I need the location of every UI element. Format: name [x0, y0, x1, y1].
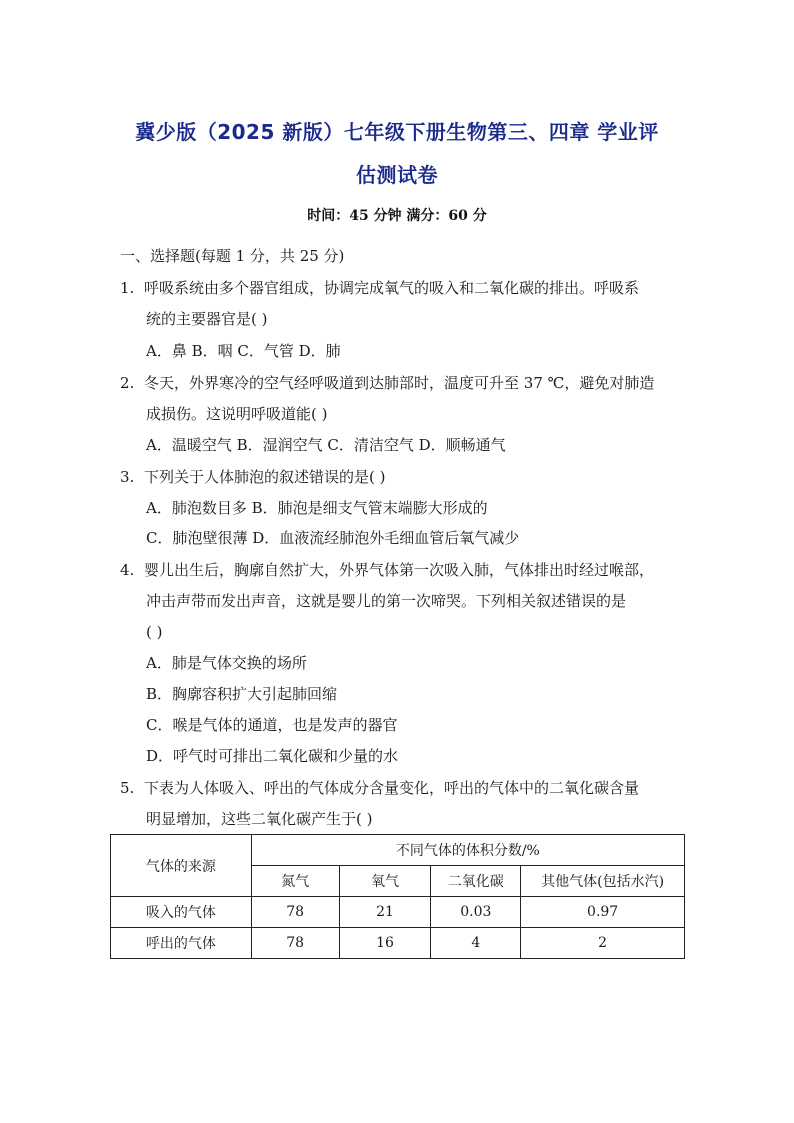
table-cell: 78: [251, 897, 339, 928]
table-cell: 2: [521, 928, 685, 959]
question-text: 婴儿出生后，胸廓自然扩大，外界气体第一次吸入肺，气体排出时经过喉部，: [144, 561, 655, 579]
table-row: [111, 928, 685, 959]
table-header-cell: 氮气: [251, 866, 339, 897]
table-header-cell: 二氧化碳: [431, 866, 521, 897]
table-row: [111, 897, 685, 928]
question-text: 冬天，外界寒冷的空气经呼吸道到达肺部时，温度可升至 37 ℃，避免对肺造: [144, 374, 655, 392]
gas-composition-table: [110, 834, 685, 959]
question-options: A．温暖空气 B．湿润空气 C．清洁空气 D．顺畅通气: [146, 436, 506, 454]
question-5: [120, 778, 639, 798]
question-option: C．喉是气体的通道，也是发声的器官: [146, 716, 398, 734]
table-header-cell: 其他气体(包括水汽): [521, 866, 685, 897]
table-header-cell: 气体的来源: [111, 835, 252, 897]
table-cell: 0.03: [431, 897, 521, 928]
question-option: A．肺是气体交换的场所: [146, 654, 307, 672]
section-heading: 一、选择题(每题 1 分，共 25 分): [120, 247, 345, 265]
question-text: 下表为人体吸入、呼出的气体成分含量变化，呼出的气体中的二氧化碳含量: [144, 779, 640, 797]
question-2: [120, 373, 654, 393]
question-option: B．胸廓容积扩大引起肺回缩: [146, 685, 338, 703]
question-number: 2.: [120, 374, 135, 392]
question-3: [120, 467, 385, 487]
exam-meta: 时间：45 分钟 满分：60 分: [307, 208, 487, 224]
table-cell: 21: [339, 897, 431, 928]
question-4: [120, 560, 654, 580]
table-header-row: [111, 835, 685, 866]
question-number: 5.: [120, 779, 135, 797]
table-cell: 4: [431, 928, 521, 959]
page-title-line-1: 冀少版（2025 新版）七年级下册生物第三、四章 学业评: [135, 120, 659, 144]
question-number: 3.: [120, 468, 135, 486]
table-cell: 16: [339, 928, 431, 959]
question-options: A．鼻 B．咽 C．气管 D．肺: [146, 342, 341, 360]
table-header-cell: 氧气: [339, 866, 431, 897]
page-title-line-2: 估测试卷: [356, 163, 438, 187]
question-text: 下列关于人体肺泡的叙述错误的是( ): [144, 468, 386, 486]
question-number: 4.: [120, 561, 135, 579]
question-text: 成损伤。这说明呼吸道能( ): [146, 405, 328, 423]
question-options: C．肺泡壁很薄 D．血液流经肺泡外毛细血管后氧气减少: [146, 529, 520, 547]
table-cell: 吸入的气体: [111, 897, 252, 928]
table-cell: 0.97: [521, 897, 685, 928]
question-text: 统的主要器官是( ): [146, 310, 268, 328]
question-text: 冲击声带而发出声音，这就是婴儿的第一次啼哭。下列相关叙述错误的是: [146, 592, 627, 610]
question-text: 呼吸系统由多个器官组成，协调完成氧气的吸入和二氧化碳的排出。呼吸系: [144, 279, 640, 297]
question-option: D．呼气时可排出二氧化碳和少量的水: [146, 747, 399, 765]
question-1: [120, 278, 639, 298]
question-options: A．肺泡数目多 B．肺泡是细支气管末端膨大形成的: [146, 499, 488, 517]
table-header-cell: 不同气体的体积分数/%: [251, 835, 684, 866]
question-text: 明显增加，这些二氧化碳产生于( ): [146, 810, 373, 828]
question-number: 1.: [120, 279, 135, 297]
table-cell: 呼出的气体: [111, 928, 252, 959]
question-text: ( ): [146, 623, 163, 641]
table-cell: 78: [251, 928, 339, 959]
